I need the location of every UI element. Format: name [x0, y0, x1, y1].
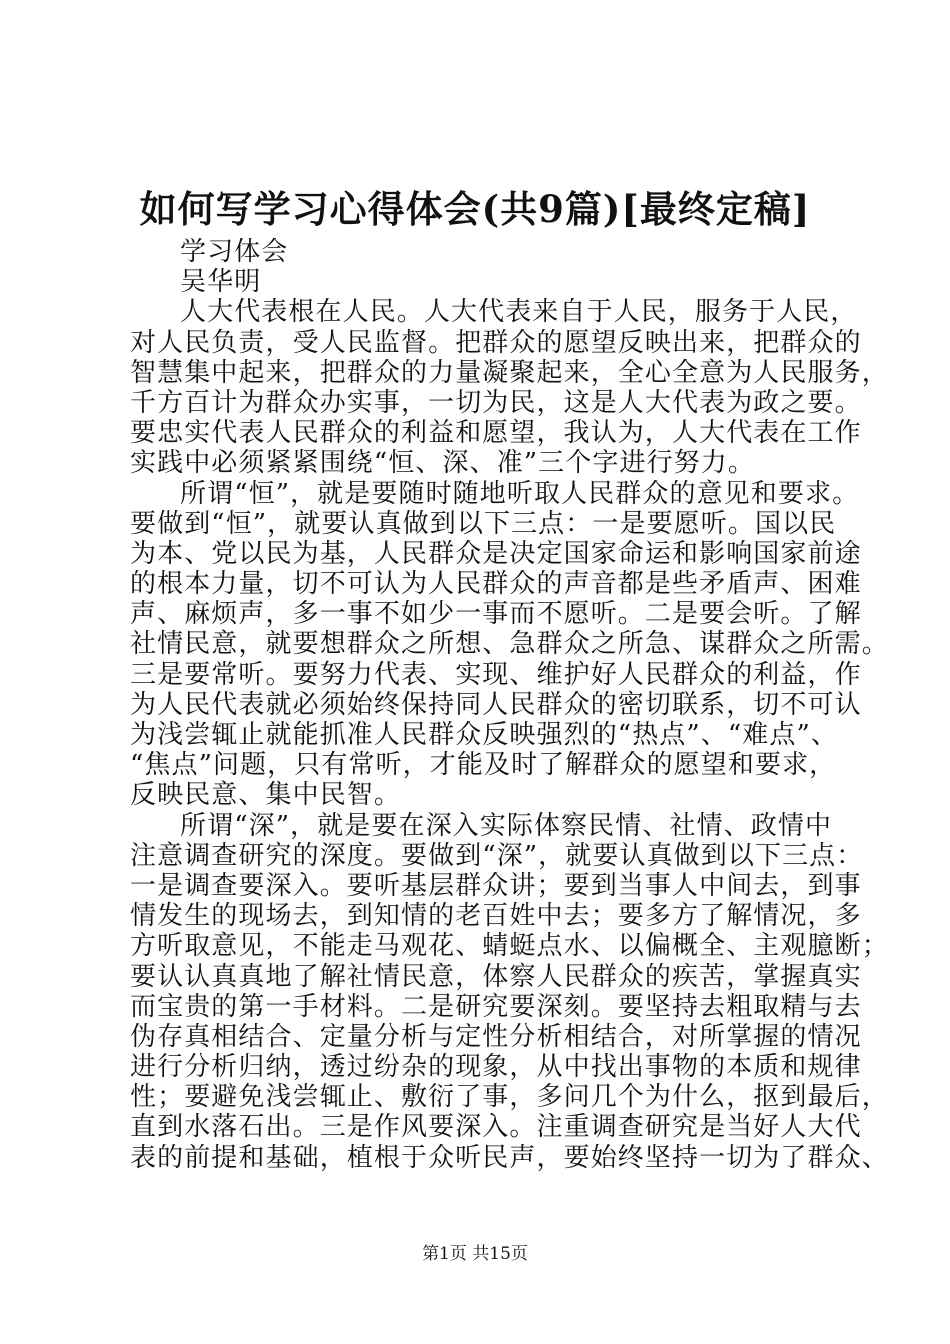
body-text-line: 社情民意，就要想群众之所想、急群众之所急、谋群众之所需。	[130, 629, 889, 660]
body-text-line: 为浅尝辄止就能抓准人民群众反映强烈的“热点”、“难点”、	[130, 720, 838, 750]
body-text-line: 声、麻烦声，多一事不如少一事而不愿听。二是要会听。了解	[130, 599, 862, 630]
body-text-line: “焦点”问题，只有常听，才能及时了解群众的愿望和要求，	[130, 750, 837, 781]
body-text-line: 情发生的现场去，到知情的老百姓中去；要多方了解情况，多	[130, 901, 862, 932]
body-text-line: 所谓“深”，就是要在深入实际体察民情、社情、政情中	[180, 810, 833, 841]
body-text-line: 表的前提和基础，植根于众听民声，要始终坚持一切为了群众、	[130, 1142, 889, 1173]
body-text-line: 直到水落石出。三是作风要深入。注重调查研究是当好人大代	[130, 1112, 862, 1143]
document-title: 如何写学习心得体会(共9篇)[最终定稿]	[139, 187, 811, 231]
document-author: 吴华明	[180, 267, 262, 298]
body-text-line: 所谓“恒”，就是要随时随地听取人民群众的意见和要求。	[180, 478, 860, 509]
body-text-line: 智慧集中起来，把群众的力量凝聚起来，全心全意为人民服务，	[130, 357, 889, 388]
body-text-line: 对人民负责，受人民监督。把群众的愿望反映出来，把群众的	[130, 327, 862, 358]
body-text-line: 三是要常听。要努力代表、实现、维护好人民群众的利益，作	[130, 659, 862, 690]
body-text-line: 要忠实代表人民群众的利益和愿望，我认为，人大代表在工作	[130, 418, 862, 449]
body-text-line: 而宝贵的第一手材料。二是研究要深刻。要坚持去粗取精与去	[130, 991, 862, 1022]
body-text-line: 千方百计为群众办实事，一切为民，这是人大代表为政之要。	[130, 387, 862, 418]
body-text-line: 反映民意、集中民智。	[130, 780, 402, 811]
body-text-line: 方听取意见，不能走马观花、蜻蜓点水、以偏概全、主观臆断；	[130, 931, 889, 962]
document-subtitle: 学习体会	[180, 237, 289, 267]
body-text-line: 为人民代表就必须始终保持同人民群众的密切联系，切不可认	[130, 689, 862, 720]
body-text-line: 人大代表根在人民。人大代表来自于人民，服务于人民，	[180, 297, 858, 328]
body-text-line: 伪存真相结合、定量分析与定性分析相结合，对所掌握的情况	[130, 1021, 862, 1052]
body-text-line: 为本、党以民为基，人民群众是决定国家命运和影响国家前途	[130, 538, 862, 569]
body-text-line: 要认认真真地了解社情民意，体察人民群众的疾苦，掌握真实	[130, 961, 862, 992]
body-text-line: 要做到“恒”，就要认真做到以下三点：一是要愿听。国以民	[130, 508, 837, 539]
body-text-line: 性；要避免浅尝辄止、敷衍了事，多问几个为什么，抠到最后，	[130, 1082, 889, 1113]
page-footer: 第1页 共15页	[422, 1244, 528, 1264]
body-text-line: 注意调查研究的深度。要做到“深”，就要认真做到以下三点：	[130, 840, 864, 871]
document-body	[130, 237, 889, 1173]
body-text-line: 进行分析归纳，透过纷杂的现象，从中找出事物的本质和规律	[130, 1052, 862, 1083]
body-text-line: 实践中必须紧紧围绕“恒、深、准”三个字进行努力。	[130, 448, 755, 479]
body-text-line: 的根本力量，切不可认为人民群众的声音都是些矛盾声、困难	[130, 569, 862, 600]
body-text-line: 一是调查要深入。要听基层群众讲；要到当事人中间去，到事	[130, 870, 862, 901]
